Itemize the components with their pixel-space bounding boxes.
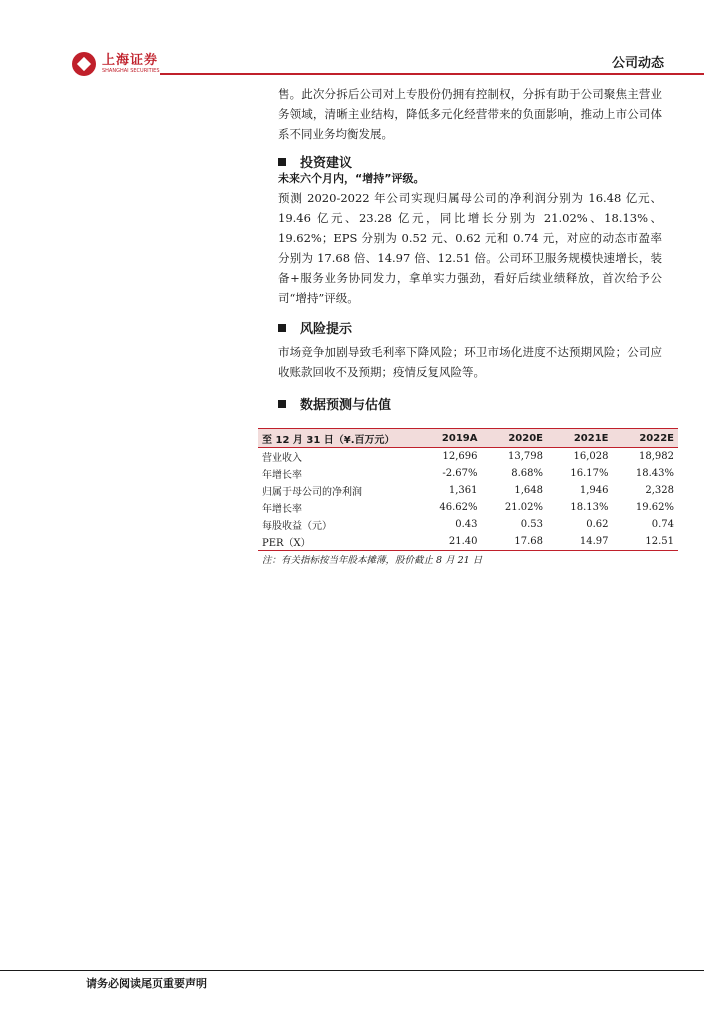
footer-disclaimer: 请务必阅读尾页重要声明 xyxy=(86,977,207,990)
investment-paragraph: 预测 2020-2022 年公司实现归属母公司的净利润分别为 16.48 亿元、19.46 亿元、23.28 亿元，同比增长分别为 21.02%、18.13%、19.62%；EPS 分别为 0.52 元、0.62 元和 0.74 元，对应的动态市盈率分别为 17.68 倍、14.97 倍、12.51 倍。公司环卫服务规模快速增长，装备+服务业务协同发力，拿单实力强劲，看好后续业绩释放，首次给予公司“增持”评级。 xyxy=(278,191,662,305)
table-cell: 18.13% xyxy=(570,502,609,513)
table-cell: 0.62 xyxy=(586,519,609,530)
table-row xyxy=(258,533,678,551)
table-row xyxy=(258,482,678,499)
column-header: 2020E xyxy=(482,429,548,448)
risk-section xyxy=(278,342,662,382)
table-row xyxy=(258,448,678,466)
table-row xyxy=(258,516,678,533)
forecast-heading-text: 数据预测与估值 xyxy=(300,398,392,413)
rating-line: 未来六个月内，“增持”评级。 xyxy=(278,172,425,185)
table-cell: 18,982 xyxy=(639,451,674,462)
bullet-square-icon xyxy=(278,324,286,332)
intro-paragraph: 售。此次分拆后公司对上专股份仍拥有控制权，分拆有助于公司聚焦主营业务领域，清晰主业结构，降低多元化经营带来的负面影响，推动上市公司体系不同业务均衡发展。 xyxy=(278,87,662,141)
column-header: 至 12 月 31 日（¥.百万元） xyxy=(258,429,416,448)
row-label: 年增长率 xyxy=(262,504,302,515)
table-cell: 16,028 xyxy=(573,451,609,462)
table-header-row xyxy=(258,429,678,448)
table-cell: 46.62% xyxy=(439,502,478,513)
table-cell: 12.51 xyxy=(613,533,679,551)
table-cell: -2.67% xyxy=(442,468,478,479)
table-cell: 0.53 xyxy=(520,519,543,530)
column-header: 2022E xyxy=(613,429,679,448)
bullet-square-icon xyxy=(278,400,286,408)
logo-chinese-name: 上海证券 xyxy=(102,52,159,68)
table-cell: 16.17% xyxy=(570,468,609,479)
section-label: 公司动态 xyxy=(611,56,664,71)
table-row xyxy=(258,499,678,516)
table-cell: 0.74 xyxy=(651,519,674,530)
table-cell: 1,361 xyxy=(448,485,478,496)
investment-heading-text: 投资建议 xyxy=(300,156,353,171)
table-cell: 1,648 xyxy=(514,485,543,496)
column-header: 2021E xyxy=(547,429,613,448)
table-cell: 0.43 xyxy=(455,519,478,530)
table-cell: 2,328 xyxy=(645,485,674,496)
table-footnote: 注：有关指标按当年股本摊薄，股价截止 8 月 21 日 xyxy=(262,555,483,566)
table-cell: 14.97 xyxy=(547,533,613,551)
table-cell: 13,798 xyxy=(508,451,543,462)
table-cell: 17.68 xyxy=(482,533,548,551)
bullet-square-icon xyxy=(278,158,286,166)
table-row xyxy=(258,465,678,482)
table-cell: 21.40 xyxy=(416,533,482,551)
investment-section xyxy=(278,170,662,308)
row-label: 年增长率 xyxy=(262,470,302,481)
table-cell: 18.43% xyxy=(635,468,674,479)
header-divider xyxy=(160,73,704,75)
row-label: PER（X） xyxy=(258,533,416,551)
row-label: 归属于母公司的净利润 xyxy=(262,487,362,498)
table-cell: 8.68% xyxy=(511,468,543,479)
footer-divider xyxy=(0,970,704,971)
row-label: 每股收益（元） xyxy=(262,521,332,532)
risk-heading-text: 风险提示 xyxy=(300,322,353,337)
row-label: 营业收入 xyxy=(262,453,302,464)
logo-emblem-icon xyxy=(72,52,96,76)
column-header: 2019A xyxy=(416,429,482,448)
logo-english-name: SHANGHAI SECURITIES xyxy=(102,67,160,74)
risk-heading xyxy=(278,318,352,337)
table-cell: 12,696 xyxy=(442,451,478,462)
table-cell: 1,946 xyxy=(579,485,609,496)
risk-paragraph: 市场竞争加剧导致毛利率下降风险；环卫市场化进度不达预期风险；公司应收账款回收不及预期；疫情反复风险等。 xyxy=(278,345,662,379)
investment-heading xyxy=(278,152,352,171)
forecast-heading xyxy=(278,394,391,413)
forecast-table xyxy=(258,428,678,551)
table-cell: 19.62% xyxy=(635,502,674,513)
intro-section xyxy=(278,84,662,144)
company-logo xyxy=(72,52,160,76)
table-cell: 21.02% xyxy=(504,502,543,513)
